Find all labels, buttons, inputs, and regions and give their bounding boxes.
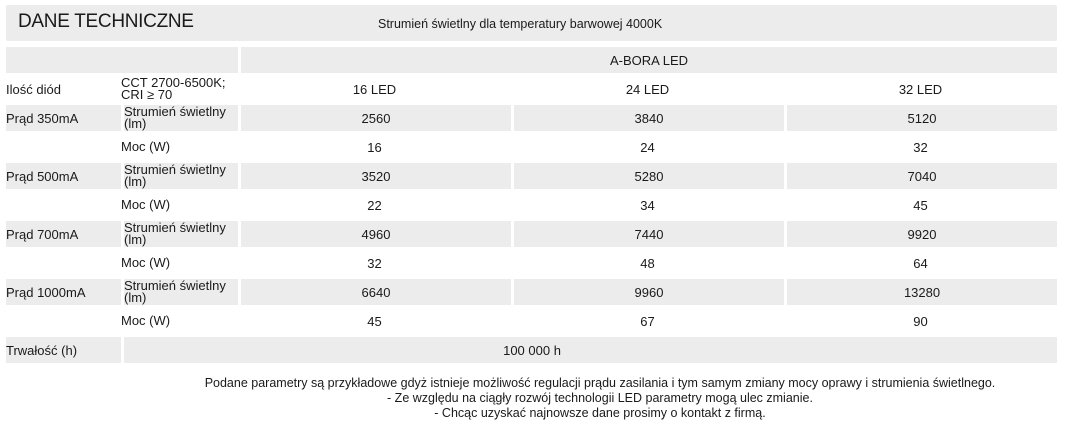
blank-cell <box>6 250 121 276</box>
column-header: 24 LED <box>625 81 670 97</box>
spec-table <box>6 44 1057 366</box>
flux-label: Strumień świetlny (lm) <box>121 163 238 189</box>
power-value: 90 <box>913 313 928 329</box>
power-label: Moc (W) <box>121 139 171 154</box>
flux-value: 5120 <box>784 105 1057 131</box>
table-row <box>6 163 1057 189</box>
power-label: Moc (W) <box>121 313 171 328</box>
blank-cell <box>6 192 121 218</box>
table-row <box>6 221 1057 247</box>
power-value: 64 <box>913 255 928 271</box>
table-row <box>6 192 1057 218</box>
flux-value: 6640 <box>238 279 511 305</box>
flux-value: 7440 <box>511 221 784 247</box>
table-row <box>6 105 1057 131</box>
flux-value: 7040 <box>784 163 1057 189</box>
flux-value: 5280 <box>511 163 784 189</box>
flux-value: 9960 <box>511 279 784 305</box>
current-label: Prąd 1000mA <box>6 279 121 305</box>
flux-label: Strumień świetlny (lm) <box>121 279 238 305</box>
section-header <box>6 5 1057 41</box>
current-label: Prąd 350mA <box>6 105 121 131</box>
power-value: 24 <box>640 139 655 155</box>
cct-note: CCT 2700-6500K; CRI ≥ 70 <box>121 75 226 102</box>
model-row <box>6 47 1057 73</box>
power-value: 32 <box>367 255 382 271</box>
flux-value: 13280 <box>784 279 1057 305</box>
footer-note: Podane parametry są przykładowe gdyż istnieje możliwość regulacji prądu zasilania i tym samym zmiany mocy oprawy i strumienia świetlnego. <box>204 376 996 390</box>
flux-value: 3840 <box>511 105 784 131</box>
table-row <box>6 308 1057 334</box>
lifetime-label: Trwałość (h) <box>6 337 121 363</box>
power-value: 32 <box>913 139 928 155</box>
lifetime-value: 100 000 h <box>121 337 1057 363</box>
footer-note: - Chcąc uzyskać najnowsze dane prosimy o kontakt z firmą. <box>434 406 766 420</box>
section-title: DANE TECHNICZNE <box>18 11 194 32</box>
power-label: Moc (W) <box>121 197 171 212</box>
flux-label: Strumień świetlny (lm) <box>121 105 238 131</box>
column-header: 32 LED <box>898 81 943 97</box>
diode-row <box>6 76 1057 102</box>
power-value: 16 <box>367 139 382 155</box>
diode-label: Ilość diód <box>6 81 61 97</box>
lifetime-row <box>6 337 1057 363</box>
power-value: 48 <box>640 255 655 271</box>
blank-cell <box>6 308 121 334</box>
table-row <box>6 134 1057 160</box>
power-value: 45 <box>913 197 928 213</box>
model-name: A-BORA LED <box>238 47 1057 73</box>
current-label: Prąd 700mA <box>6 221 121 247</box>
power-label: Moc (W) <box>121 255 171 270</box>
flux-value: 3520 <box>238 163 511 189</box>
model-row-blank <box>6 47 238 73</box>
table-row <box>6 279 1057 305</box>
footer-note: - Ze względu na ciągły rozwój technologii LED parametry mogą ulec zmianie. <box>387 391 813 405</box>
flux-value: 9920 <box>784 221 1057 247</box>
table-row <box>6 250 1057 276</box>
section-subtitle: Strumień świetlny dla temperatury barwowej 4000K <box>378 17 663 31</box>
column-header: 16 LED <box>352 81 397 97</box>
power-value: 34 <box>640 197 655 213</box>
power-value: 67 <box>640 313 655 329</box>
power-value: 22 <box>367 197 382 213</box>
footer-notes <box>0 376 1067 421</box>
blank-cell <box>6 134 121 160</box>
flux-value: 2560 <box>238 105 511 131</box>
power-value: 45 <box>367 313 382 329</box>
current-label: Prąd 500mA <box>6 163 121 189</box>
flux-label: Strumień świetlny (lm) <box>121 221 238 247</box>
flux-value: 4960 <box>238 221 511 247</box>
